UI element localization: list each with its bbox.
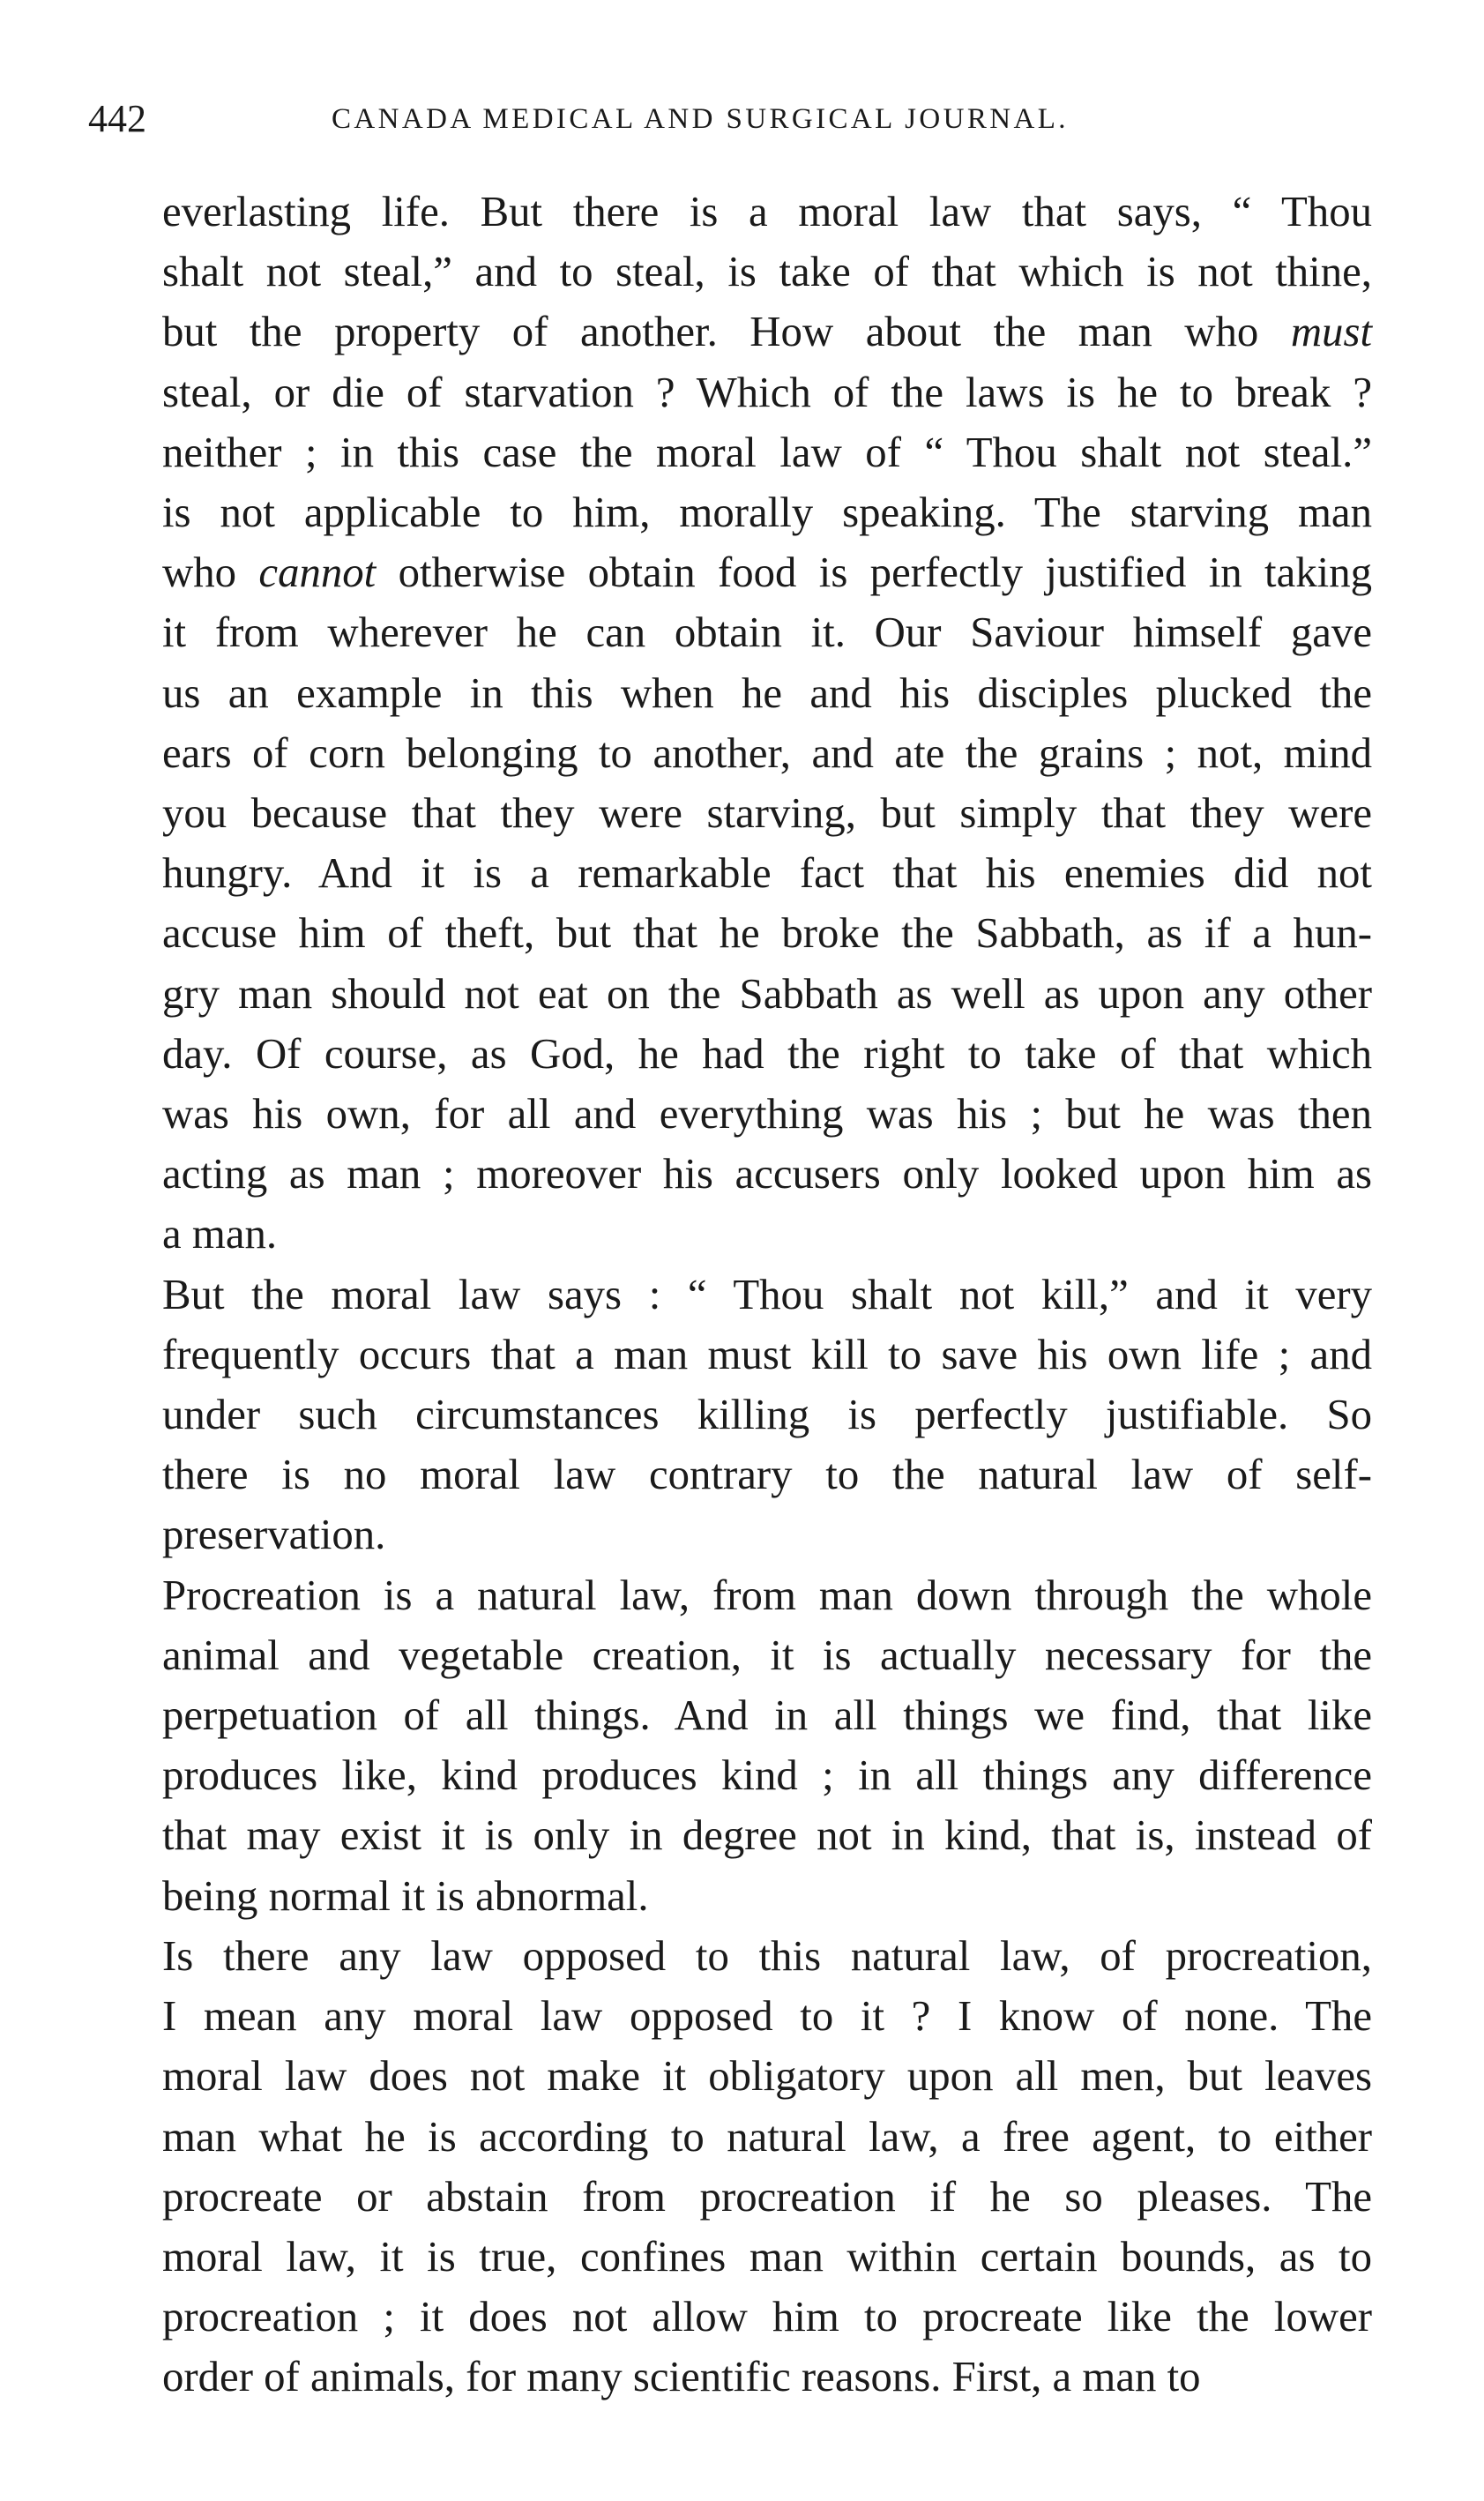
text-line: shalt not steal,” and to steal, is take of that which is not thine, [162,248,1372,296]
text-line: a man. [162,1210,278,1258]
text-line: man what he is according to natural law, a free agent, to either [162,2112,1372,2161]
text-line: everlasting life. But there is a moral law that says, “ Thou [162,188,1372,235]
text-segment: who [162,549,259,597]
text-line: perpetuation of all things. And in all things we find, that like [162,1691,1372,1740]
text-line: steal, or die of starvation ? Which of the laws is he to break ? [162,368,1372,416]
text-line: gry man should not eat on the Sabbath as well as upon any other [162,969,1372,1018]
text-line: I mean any moral law opposed to it ? I know of none. The [162,1992,1372,2041]
text-line: that may exist it is only in degree not in kind, that is, instead of [162,1811,1372,1860]
text-line: it from wherever he can obtain it. Our Saviour himself gave [162,608,1372,657]
text-line: Procreation is a natural law, from man down through the whole [162,1571,1372,1619]
text-line: moral law does not make it obligatory upon all men, but leaves [162,2052,1372,2101]
text-line: ears of corn belonging to another, and ate the grains ; not, mind [162,728,1372,777]
text-line: day. Of course, as God, he had the right to take of that which [162,1029,1372,1078]
text-line: there is no moral law contrary to the natural law of self- [162,1451,1372,1499]
text-line: being normal it is abnormal. [162,1871,649,1920]
text-line: produces like, kind produces kind ; in all things any difference [162,1751,1372,1800]
text-line: acting as man ; moreover his accusers only looked upon him as [162,1150,1372,1198]
text-line: procreate or abstain from procreation if he so pleases. The [162,2172,1372,2221]
text-line: hungry. And it is a remarkable fact that his enemies did not [162,849,1372,898]
text-line: preservation. [162,1511,386,1559]
text-line: Is there any law opposed to this natural law, of procreation, [162,1931,1372,1980]
text-line [120,302,1372,362]
text-line: animal and vegetable creation, it is actually necessary for the [162,1631,1372,1679]
text-line: is not applicable to him, morally speaking. The starving man [162,489,1372,537]
text-line: us an example in this when he and his disciples plucked the [162,668,1372,717]
text-line: order of animals, for many scientific reasons. First, a man to [162,2353,1201,2401]
text-segment: otherwise obtain food is perfectly justified in taking [376,549,1372,597]
paragraph [120,182,1372,1265]
text-line: neither ; in this case the moral law of “ Thou shalt not steal.” [162,428,1372,476]
text-line: moral law, it is true, confines man within certain bounds, as to [162,2232,1372,2281]
text-line: procreation ; it does not allow him to procreate like the lower [162,2293,1372,2341]
text-line: you because that they were starving, but simply that they were [162,789,1372,838]
text-line: under such circumstances killing is perfectly justifiable. So [162,1391,1372,1439]
text-line [120,542,1372,602]
paragraph [120,1565,1372,1926]
running-head [88,88,1367,150]
page-number: 442 [88,97,146,140]
text-segment: but the property of another. How about the man who [162,308,1291,356]
text-segment: must [1290,308,1372,356]
text-line: was his own, for all and everything was his ; but he was then [162,1090,1372,1139]
text-line: frequently occurs that a man must kill to save his own life ; and [162,1330,1372,1378]
article-body [120,182,1372,2408]
text-segment: cannot [258,549,377,597]
paragraph [120,1926,1372,2408]
text-line: But the moral law says : “ Thou shalt not kill,” and it very [162,1270,1372,1318]
paragraph [120,1265,1372,1565]
text-line: accuse him of theft, but that he broke the Sabbath, as if a hun- [162,909,1372,958]
journal-title: CANADA MEDICAL AND SURGICAL JOURNAL. [332,103,1069,135]
